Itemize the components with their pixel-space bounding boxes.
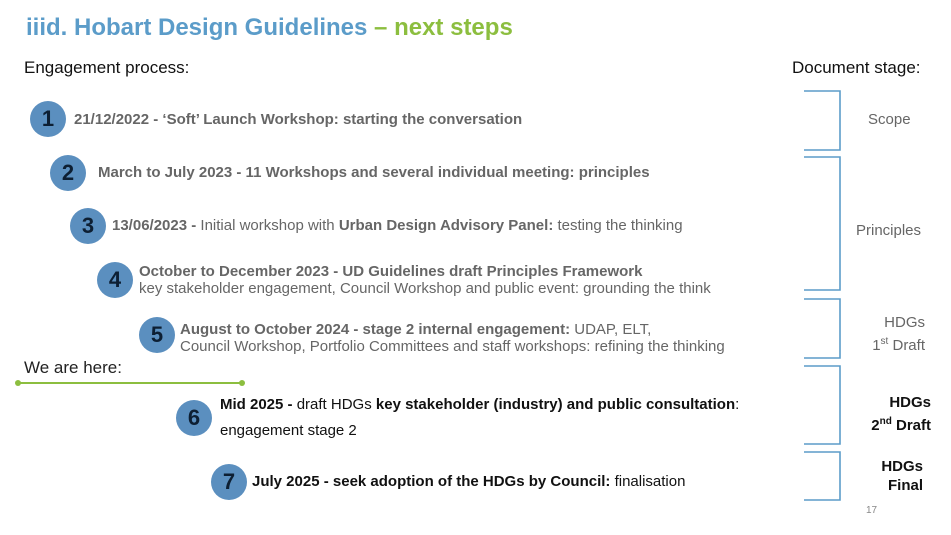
bracket-hdgs1	[804, 299, 840, 358]
bracket-scope	[804, 91, 840, 150]
step-4-line2: key stakeholder engagement, Council Workshop and public event: grounding the think	[139, 280, 711, 297]
bracket-final	[804, 452, 840, 500]
step-6-line2: engagement stage 2	[220, 422, 357, 439]
page-number: 17	[866, 505, 878, 516]
stage-hdgs-final: HDGs Final	[881, 458, 923, 494]
title-accent: – next steps	[367, 14, 513, 41]
step-5-line1: August to October 2024 - stage 2 internal engagement: UDAP, ELT,	[180, 321, 652, 338]
step-3-text: 13/06/2023 - Initial workshop with Urban Design Advisory Panel: testing the thinking	[112, 217, 683, 234]
step-5-line2: Council Workshop, Portfolio Committees and staff workshops: refining the thinking	[180, 338, 725, 355]
stage-hdgs-2nd-draft: HDGs 2nd Draft	[871, 394, 931, 434]
stage-scope: Scope	[868, 111, 911, 128]
engagement-header: Engagement process:	[24, 58, 190, 77]
step-5-number: 5	[139, 317, 175, 353]
step-1-number: 1	[30, 101, 66, 137]
stage-hdgs-1st-draft: HDGs 1st Draft	[872, 314, 925, 354]
step-2-text: March to July 2023 - 11 Workshops and several individual meeting: principles	[98, 164, 650, 181]
step-4-line1: October to December 2023 - UD Guidelines draft Principles Framework	[139, 263, 643, 280]
step-3-number: 3	[70, 208, 106, 244]
step-6-number: 6	[176, 400, 212, 436]
step-2-number: 2	[50, 155, 86, 191]
step-4-number: 4	[97, 262, 133, 298]
bracket-principles	[804, 157, 840, 290]
stage-principles: Principles	[856, 222, 922, 239]
we-are-here-label: We are here:	[24, 358, 122, 377]
step-6-line1: Mid 2025 - draft HDGs key stakeholder (industry) and public consultation:	[220, 396, 740, 413]
step-7-number: 7	[211, 464, 247, 500]
bracket-hdgs2	[804, 366, 840, 444]
step-1-text: 21/12/2022 - ‘Soft’ Launch Workshop: starting the conversation	[74, 111, 523, 128]
step-7-text: July 2025 - seek adoption of the HDGs by Council: finalisation	[252, 473, 686, 490]
title-main: iiid. Hobart Design Guidelines	[26, 14, 368, 41]
document-stage-header: Document stage:	[792, 58, 921, 77]
here-marker	[15, 380, 245, 386]
